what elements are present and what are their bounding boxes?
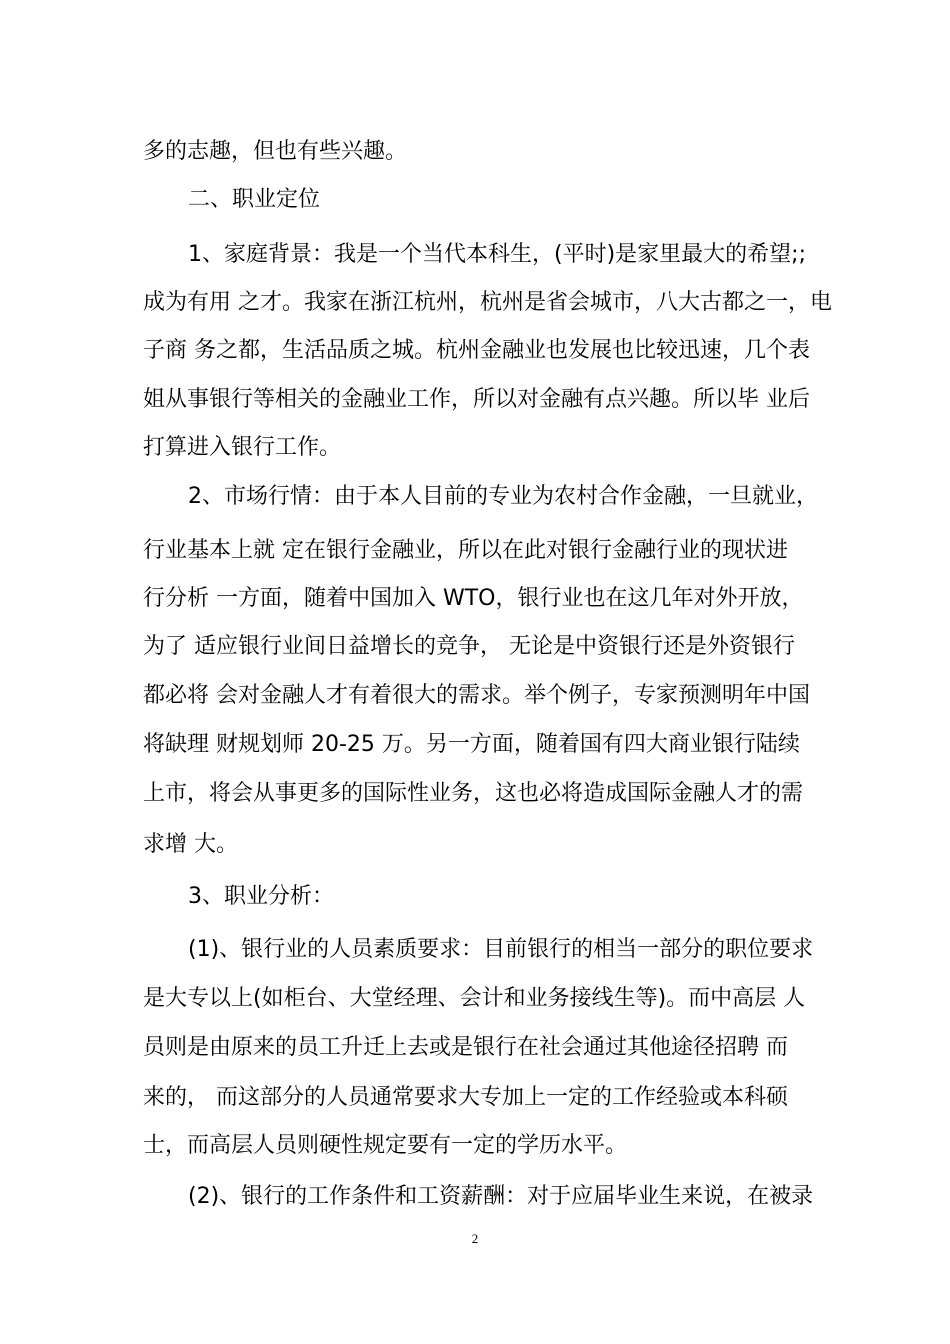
text-line: 来的， 而这部分的人员通常要求大专加上一定的工作经验或本科硕 [143, 1085, 788, 1110]
text-line: 为了 适应银行业间日益增长的竞争， 无论是中资银行还是外资银行 [143, 634, 795, 659]
text-line: (2)、银行的工作条件和工资薪酬：对于应届毕业生来说，在被录 [188, 1184, 814, 1209]
text-line: 士，而高层人员则硬性规定要有一定的学历水平。 [143, 1133, 628, 1158]
text-line: 行业基本上就 定在银行金融业，所以在此对银行金融行业的现状进 [143, 538, 788, 563]
text-line: (1)、银行业的人员素质要求：目前银行的相当一部分的职位要求 [188, 937, 814, 962]
text-line: 1、家庭背景：我是一个当代本科生，(平时)是家里最大的希望;; [188, 242, 806, 267]
page-number: 2 [471, 1231, 479, 1246]
text-line: 都必将 会对金融人才有着很大的需求。举个例子，专家预测明年中国 [143, 683, 810, 708]
text-line: 员则是由原来的员工升迁上去或是银行在社会通过其他途径招聘 而 [143, 1035, 788, 1060]
text-line: 上市，将会从事更多的国际性业务，这也必将造成国际金融人才的需 [143, 781, 804, 806]
text-line: 打算进入银行工作。 [143, 435, 342, 460]
text-line: 多的志趣，但也有些兴趣。 [143, 139, 408, 164]
section-heading: 3、职业分析： [188, 884, 334, 909]
text-line: 是大专以上(如柜台、大堂经理、会计和业务接线生等)。而中高层 人 [143, 986, 806, 1011]
text-line: 求增 大。 [143, 832, 238, 857]
text-line: 子商 务之都，生活品质之城。杭州金融业也发展也比较迅速，几个表 [143, 338, 810, 363]
text-line: 成为有用 之才。我家在浙江杭州，杭州是省会城市，八大古都之一，电 [143, 290, 832, 315]
text-line: 姐从事银行等相关的金融业工作，所以对金融有点兴趣。所以毕 业后 [143, 387, 810, 412]
text-line: 行分析 一方面，随着中国加入 WTO，银行业也在这几年对外开放， [143, 586, 804, 611]
text-line: 2、市场行情：由于本人目前的专业为农村合作金融，一旦就业， [188, 484, 818, 509]
text-line: 将缺理 财规划师 20-25 万。另一方面，随着国有四大商业银行陆续 [143, 732, 800, 757]
section-heading: 二、职业定位 [188, 187, 321, 212]
